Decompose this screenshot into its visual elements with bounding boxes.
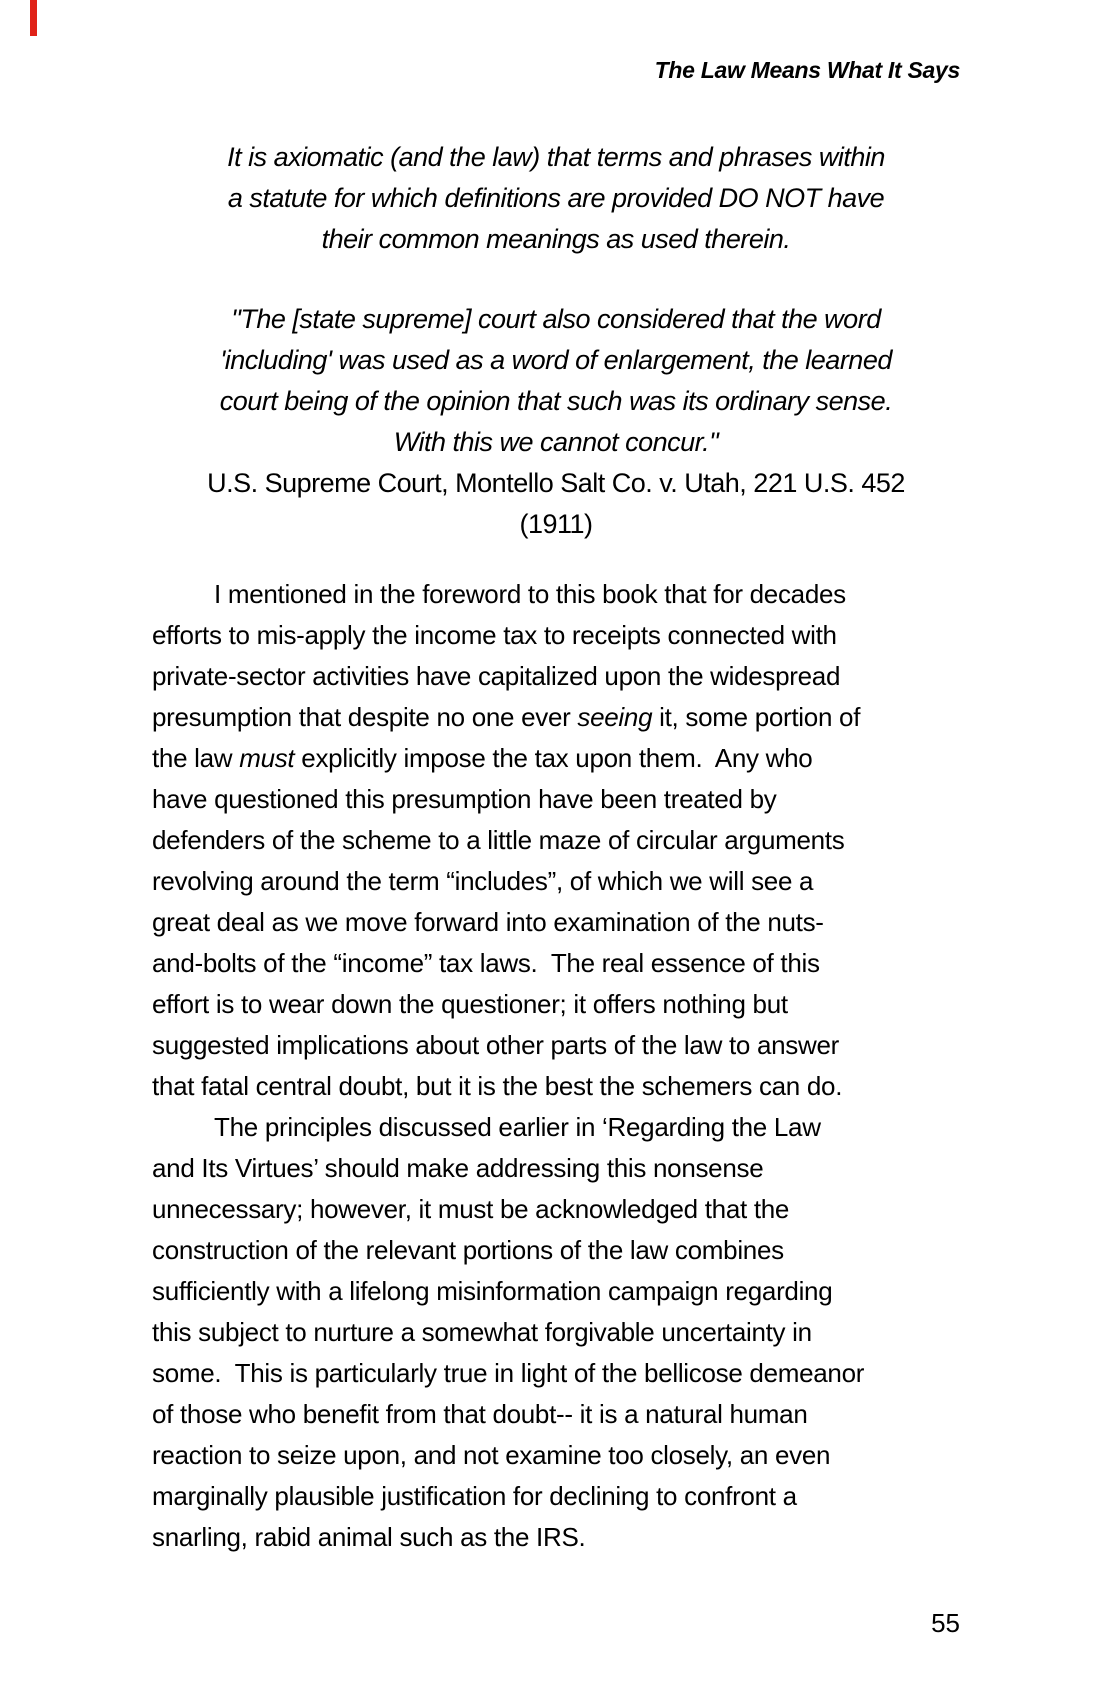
text-line: have questioned this presumption have been treated by [152, 784, 777, 814]
text-line: With this we cannot concur." [393, 427, 719, 457]
text-line: efforts to mis-apply the income tax to receipts connected with [152, 620, 837, 650]
text-line: some. This is particularly true in light of the bellicose demeanor [152, 1358, 865, 1388]
text-line: U.S. Supreme Court, Montello Salt Co. v. Utah, 221 U.S. 452 [207, 468, 905, 498]
text-line: suggested implications about other parts of the law to answer [152, 1030, 839, 1060]
text-line: It is axiomatic (and the law) that terms and phrases within [227, 142, 885, 172]
text-line: a statute for which definitions are provided DO NOT have [227, 183, 885, 213]
text-line: unnecessary; however, it must be acknowledged that the [152, 1194, 790, 1224]
red-marker-artifact [30, 0, 37, 36]
body-text [152, 574, 960, 1558]
text-line: The principles discussed earlier in ‘Regarding the Law [214, 1112, 821, 1142]
text-line: snarling, rabid animal such as the IRS. [152, 1522, 586, 1552]
text-line: this subject to nurture a somewhat forgivable uncertainty in [152, 1317, 812, 1347]
text-line: effort is to wear down the questioner; it offers nothing but [152, 989, 788, 1019]
text-line: and Its Virtues’ should make addressing this nonsense [152, 1153, 764, 1183]
text-line: great deal as we move forward into examination of the nuts- [152, 907, 824, 937]
page-content [152, 0, 960, 1558]
text-line: the law must explicitly impose the tax upon them. Any who [152, 743, 813, 773]
text-line: marginally plausible justification for declining to confront a [152, 1481, 797, 1511]
court-quote [152, 299, 960, 463]
text-line: reaction to seize upon, and not examine too closely, an even [152, 1440, 831, 1470]
text-line: "The [state supreme] court also considered that the word [231, 304, 881, 334]
text-line: defenders of the scheme to a little maze of circular arguments [152, 825, 845, 855]
text-line: that fatal central doubt, but it is the best the schemers can do. [152, 1071, 843, 1101]
text-line: of those who benefit from that doubt-- it is a natural human [152, 1399, 808, 1429]
text-line: (1911) [519, 509, 593, 539]
text-line: sufficiently with a lifelong misinformation campaign regarding [152, 1276, 833, 1306]
text-line: revolving around the term “includes”, of which we will see a [152, 866, 814, 896]
body-paragraph-2 [152, 1107, 960, 1558]
header-title: The Law Means What It Says [654, 57, 960, 83]
page-number: 55 [931, 1608, 960, 1638]
body-paragraph-1 [152, 574, 960, 1107]
text-line: 'including' was used as a word of enlargement, the learned [220, 345, 892, 375]
text-line: construction of the relevant portions of the law combines [152, 1235, 784, 1265]
case-citation [152, 463, 960, 545]
text-line: their common meanings as used therein. [321, 224, 791, 254]
text-line: court being of the opinion that such was its ordinary sense. [219, 386, 893, 416]
text-line: presumption that despite no one ever seeing it, some portion of [152, 702, 861, 732]
axiom-quote [152, 137, 960, 260]
text-line: I mentioned in the foreword to this book that for decades [214, 579, 846, 609]
text-line: private-sector activities have capitalized upon the widespread [152, 661, 841, 691]
text-line: and-bolts of the “income” tax laws. The real essence of this [152, 948, 820, 978]
